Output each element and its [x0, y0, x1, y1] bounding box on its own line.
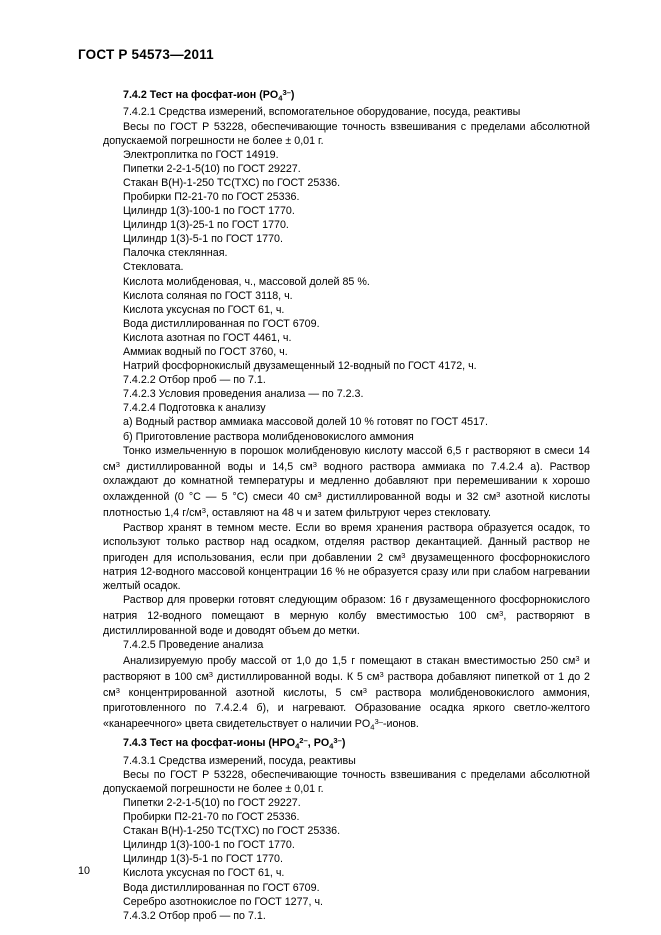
paragraph-line: Электроплитка по ГОСТ 14919. — [123, 148, 279, 161]
paragraph-line: Пипетки 2-2-1-5(10) по ГОСТ 29227. — [123, 796, 301, 809]
text-fragment: , растворяют в дистиллированной воде и доводят объем до метки. — [103, 610, 590, 637]
page-number: 10 — [78, 865, 90, 877]
paragraph-line: Стекловата. — [123, 261, 184, 274]
paragraph-line: Стакан В(Н)-1-250 ТС(ТХС) по ГОСТ 25336. — [123, 176, 341, 189]
unit-cubed: 3 — [499, 609, 504, 619]
paragraph-line: Пипетки 2-2-1-5(10) по ГОСТ 29227. — [123, 162, 301, 175]
paragraph-line: Аммиак водный по ГОСТ 3760, ч. — [123, 346, 288, 358]
unit-cubed: 3 — [312, 459, 317, 469]
text-fragment: и растворяют в 100 см — [103, 655, 590, 684]
paragraph-line: Пробирки П2-21-70 по ГОСТ 25336. — [123, 811, 300, 824]
text-fragment: Тонко измельченную в порошок молибденовую кислоту массой 6,5 г растворяют в смеси 14 см — [103, 444, 590, 473]
formula-sub: 4 — [278, 93, 283, 103]
text-fragment: , PO — [307, 737, 330, 750]
paragraph-line: Цилиндр 1(3)-100-1 по ГОСТ 1770. — [123, 839, 295, 852]
paragraph-storage — [103, 521, 590, 594]
paragraph-line — [103, 768, 590, 796]
formula-sup: 3– — [282, 88, 291, 97]
paragraph-line: Серебро азотнокислое по ГОСТ 1277, ч. — [123, 895, 323, 908]
paragraph-analysis — [103, 652, 590, 734]
unit-cubed: 3 — [379, 670, 384, 680]
paragraph-check-solution — [103, 593, 590, 637]
paragraph-line — [103, 120, 590, 148]
paragraph-line: 7.4.2.2 Отбор проб — по 7.1. — [123, 374, 266, 387]
unit-cubed: 3 — [575, 653, 580, 663]
unit-cubed: 3 — [208, 670, 214, 680]
paragraph-line: 7.4.3.2 Отбор проб — по 7.1. — [123, 909, 266, 922]
heading-7-4-2-close: ) — [290, 89, 295, 102]
paragraph-line: 7.4.2.3 Условия проведения анализа — по 7.2.3. — [123, 388, 364, 401]
text-fragment: дистиллированной воды и 32 см — [321, 491, 497, 504]
paragraph-line: Цилиндр 1(3)-100-1 по ГОСТ 1770. — [123, 205, 295, 218]
paragraph-line: Кислота соляная по ГОСТ 3118, ч. — [123, 289, 293, 302]
unit-cubed: 3 — [201, 506, 207, 516]
paragraph-line: Кислота азотная по ГОСТ 4461, ч. — [123, 331, 292, 344]
document-body — [103, 86, 590, 923]
text-fragment: Раствор для проверки готовят следующим образом: 16 г двузамещенного фосфорнокислого натрия 12-водного помещают в мерную колбу вместимостью 100 см — [103, 594, 590, 623]
paragraph-line: Палочка стеклянная. — [123, 247, 228, 260]
paragraph-line: Кислота уксусная по ГОСТ 61, ч. — [123, 867, 285, 880]
unit-cubed: 3 — [362, 686, 368, 696]
text-fragment: , оставляют на 48 ч и затем фильтруют через стекловату. — [206, 507, 492, 520]
paragraph-line: Вода дистиллированная по ГОСТ 6709. — [123, 317, 320, 330]
paragraph-line: Цилиндр 1(3)-5-1 по ГОСТ 1770. — [123, 233, 283, 246]
paragraph-line: Пробирки П2-21-70 по ГОСТ 25336. — [123, 190, 300, 203]
text-fragment: азотной кислоты плотностью 1,4 г/см — [103, 491, 591, 520]
paragraph-text: Весы по ГОСТ Р 53228, обеспечивающие точность взвешивания с пределами абсолютной допускаемой погрешности не более ± 0,01 г. — [103, 120, 590, 147]
text-fragment: дистиллированной воды. К 5 см — [213, 671, 380, 684]
text-fragment: раствора молибденовокислого аммония, приготовленного по 7.4.2.4 б), и нагревают. Образование осадка яркого светло-желтого «канареечного» цвета свидетельствует о наличии PO — [103, 687, 590, 731]
unit-cubed: 3 — [401, 550, 406, 560]
unit-cubed: 3 — [496, 490, 501, 500]
heading-7-4-2 — [103, 86, 590, 105]
page-header: ГОСТ Р 54573—2011 — [78, 47, 214, 62]
unit-cubed: 3 — [115, 459, 120, 469]
heading-7-4-2-5: 7.4.2.5 Проведение анализа — [123, 638, 264, 651]
paragraph-line: Кислота молибденовая, ч., массовой долей 85 %. — [123, 275, 370, 288]
heading-7-4-2-text: 7.4.2 Тест на фосфат-ион (PO — [123, 89, 279, 102]
paragraph-text: Весы по ГОСТ Р 53228, обеспечивающие точность взвешивания с пределами абсолютной допускаемой погрешности не более ± 0,01 г. — [103, 768, 590, 795]
heading-7-4-3 — [103, 734, 590, 753]
paragraph-line: Натрий фосфорнокислый двузамещенный 12-водный по ГОСТ 4172, ч. — [123, 360, 477, 373]
paragraph-line: 7.4.2.4 Подготовка к анализу — [123, 402, 266, 415]
text-fragment: раствора добавляют пипеткой от 1 до 2 см — [103, 671, 590, 700]
text-fragment: концентрированной азотной кислоты, 5 см — [119, 687, 363, 700]
text-fragment: дистиллированной воды и 14,5 см — [119, 460, 313, 473]
text-fragment: ) — [341, 737, 346, 750]
text-fragment: водного раствора аммиака по 7.4.2.4 а). Раствор охлаждают до комнатной температуры и медленно добавляют при перемешивании к хорошо охлажденной (0 °С — 5 °С) смеси 40 см — [103, 460, 590, 504]
paragraph-line: Цилиндр 1(3)-25-1 по ГОСТ 1770. — [123, 219, 289, 232]
paragraph-line: Кислота уксусная по ГОСТ 61, ч. — [123, 303, 285, 316]
text-fragment: -ионов. — [382, 718, 419, 731]
formula-sub: 4 — [370, 722, 375, 732]
text-fragment: Анализируемую пробу массой от 1,0 до 1,5 г помещают в стакан вместимостью 250 см — [123, 655, 576, 668]
unit-cubed: 3 — [317, 490, 322, 500]
paragraph-line: 7.4.3.1 Средства измерений, посуда, реактивы — [123, 754, 356, 767]
formula-sup: 2– — [299, 736, 308, 746]
heading-7-4-3-text: 7.4.3 Тест на фосфат-ионы (HPO — [123, 737, 296, 750]
formula-sup: 3– — [374, 716, 383, 726]
paragraph-line: Вода дистиллированная по ГОСТ 6709. — [123, 881, 320, 894]
text-fragment: Раствор хранят в темном месте. Если во время хранения раствора образуется осадок, то используют только раствор над осадком, отделяя раствор декантацией. Данный раствор не пригоден для использования, если при добавлении 2 см — [103, 521, 590, 565]
paragraph-line: Стакан В(Н)-1-250 ТС(ТХС) по ГОСТ 25336. — [123, 825, 341, 838]
paragraph-molybdate-prep — [103, 444, 590, 521]
paragraph-line: Цилиндр 1(3)-5-1 по ГОСТ 1770. — [123, 853, 283, 866]
formula-sub: 4 — [329, 741, 334, 751]
paragraph-line: а) Водный раствор аммиака массовой долей 10 % готовят по ГОСТ 4517. — [123, 416, 488, 429]
formula-sup: 3– — [333, 736, 342, 746]
formula-sub: 4 — [295, 741, 300, 751]
text-fragment: двузамещенного фосфорнокислого натрия 12-водного массовой концентрации 16 % не образуется сразу или при слабом нагревании желтый осадок. — [103, 552, 590, 593]
paragraph-line: 7.4.2.1 Средства измерений, вспомогательное оборудование, посуда, реактивы — [123, 106, 521, 119]
paragraph-line: б) Приготовление раствора молибденовокислого аммония — [123, 430, 414, 443]
unit-cubed: 3 — [115, 686, 120, 696]
